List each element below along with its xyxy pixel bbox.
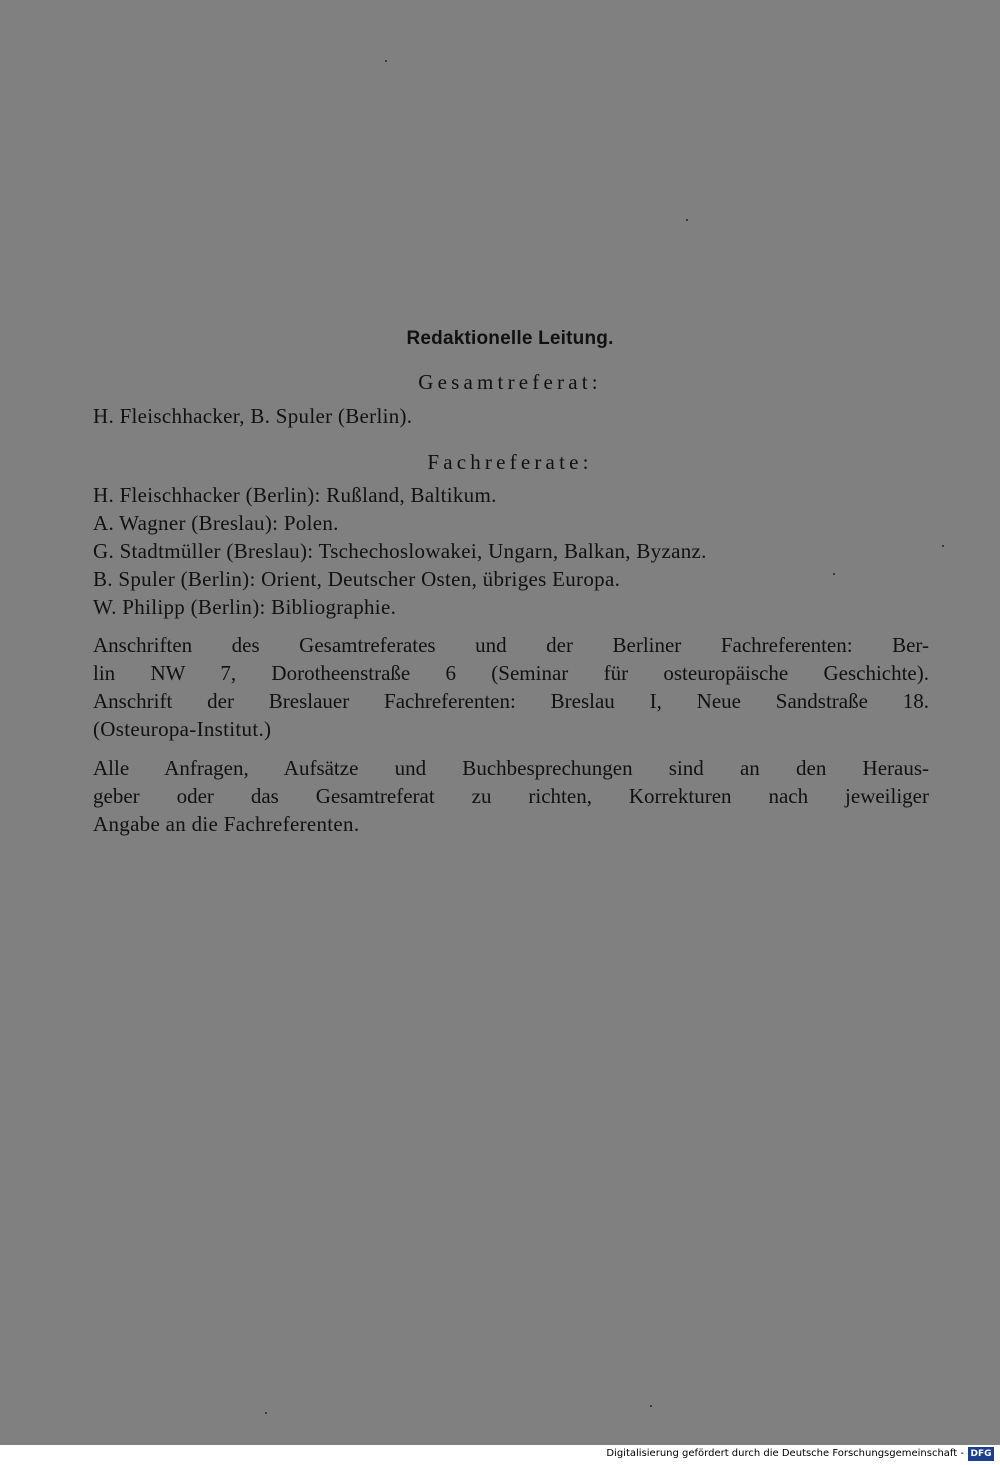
fachreferat-entry: B. Spuler (Berlin): Orient, Deutscher Osten, übriges Europa. [93,567,621,591]
scan-speck [833,573,835,575]
digitization-credit: Digitalisierung gefördert durch die Deutsche Forschungsgemeinschaft - [606,1448,964,1459]
gesamtreferat-names: H. Fleischhacker, B. Spuler (Berlin). [93,404,413,428]
page-heading: Redaktionelle Leitung. [406,328,614,349]
scan-speck [265,1412,267,1414]
fachreferat-entry: W. Philipp (Berlin): Bibliographie. [93,595,397,619]
address-line: Anschriften des Gesamtreferates und der Berliner Fachreferenten: Ber- [93,633,929,657]
gesamtreferat-label: Gesamtreferat: [418,370,602,394]
address-line: Anschrift der Breslauer Fachreferenten: Breslau I, Neue Sandstraße 18. [93,689,929,713]
inquiry-line: Angabe an die Fachreferenten. [93,812,360,836]
scan-speck [942,545,944,547]
scan-speck [650,1405,652,1407]
fachreferat-entry: G. Stadtmüller (Breslau): Tschechoslowakei, Ungarn, Balkan, Byzanz. [93,539,707,563]
fachreferat-entry: H. Fleischhacker (Berlin): Rußland, Baltikum. [93,483,497,507]
dfg-logo: DFG [968,1447,994,1461]
fachreferate-label: Fachreferate: [427,450,593,474]
fachreferat-entry: A. Wagner (Breslau): Polen. [93,511,339,535]
inquiry-line: Alle Anfragen, Aufsätze und Buchbesprechungen sind an den Heraus- [93,756,929,780]
scan-speck [385,60,387,62]
address-line: lin NW 7, Dorotheenstraße 6 (Seminar für osteuropäische Geschichte). [93,661,929,685]
address-line: (Osteuropa-Institut.) [93,717,272,741]
scan-speck [686,219,688,221]
inquiry-line: geber oder das Gesamtreferat zu richten, Korrekturen nach jeweiliger [93,784,929,808]
footer-bar [0,1445,1000,1465]
